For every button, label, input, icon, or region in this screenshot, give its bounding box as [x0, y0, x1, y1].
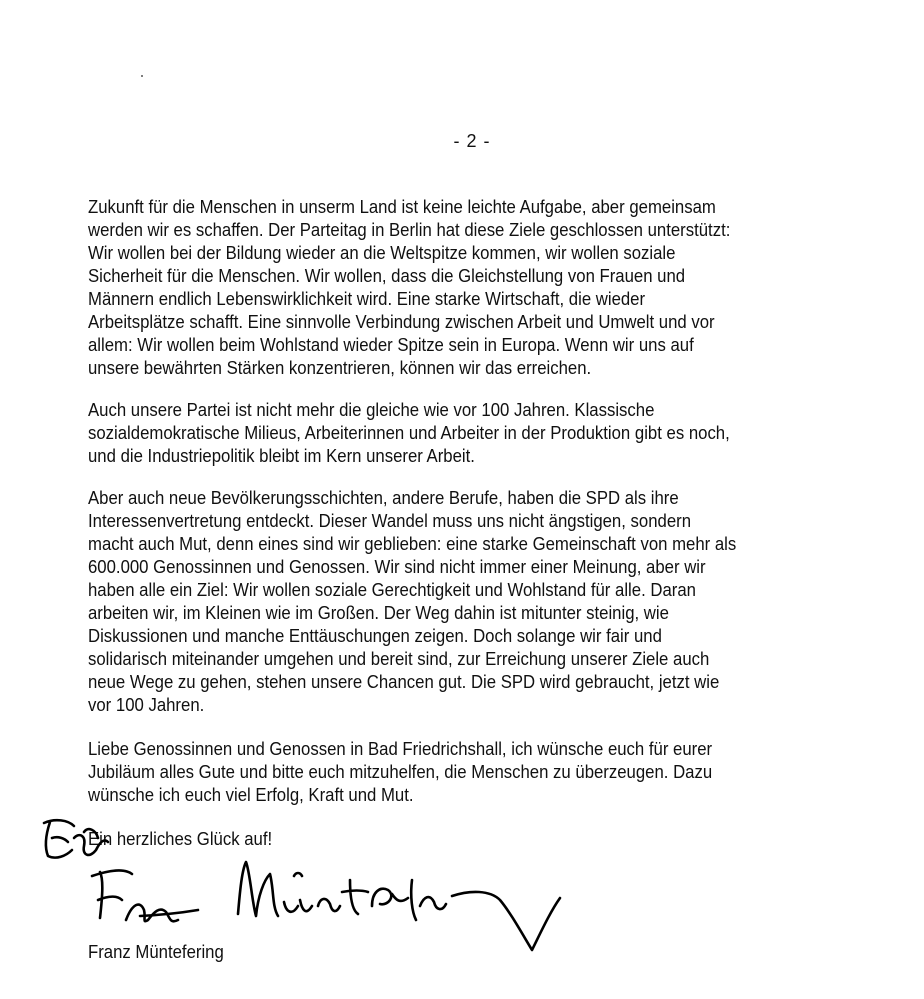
page-number: - 2 - — [453, 131, 491, 151]
closing-text: Ein herzliches Glück auf! — [88, 829, 273, 849]
text-line: solidarisch miteinander umgehen und bereit sind, zur Erreichung unserer Ziele auch — [88, 649, 710, 669]
text-line: Zukunft für die Menschen in unserm Land ist keine leichte Aufgabe, aber gemeinsam — [88, 197, 716, 217]
paragraph-4 — [88, 738, 888, 807]
signer-name — [88, 941, 236, 964]
text-line: Wir wollen bei der Bildung wieder an die Weltspitze kommen, wir wollen soziale — [88, 243, 676, 263]
text-line: sozialdemokratische Milieus, Arbeiterinnen und Arbeiter in der Produktion gibt es noch, — [88, 423, 730, 443]
text-line: Auch unsere Partei ist nicht mehr die gleiche wie vor 100 Jahren. Klassische — [88, 400, 655, 420]
closing-line — [88, 828, 288, 851]
paragraph-3 — [88, 487, 888, 717]
text-line: neue Wege zu gehen, stehen unsere Chancen gut. Die SPD wird gebraucht, jetzt wie — [88, 672, 720, 692]
paragraph-1 — [88, 196, 888, 380]
text-line: unsere bewährten Stärken konzentrieren, können wir das erreichen. — [88, 358, 592, 378]
text-line: allem: Wir wollen beim Wohlstand wieder Spitze sein in Europa. Wenn wir uns auf — [88, 335, 694, 355]
text-line: Aber auch neue Bevölkerungsschichten, andere Berufe, haben die SPD als ihre — [88, 488, 679, 508]
text-line: 600.000 Genossinnen und Genossen. Wir sind nicht immer einer Meinung, aber wir — [88, 557, 706, 577]
text-line: Jubiläum alles Gute und bitte euch mitzuhelfen, die Menschen zu überzeugen. Dazu — [88, 762, 713, 782]
paragraph-2 — [88, 399, 888, 468]
text-line: Liebe Genossinnen und Genossen in Bad Friedrichshall, ich wünsche euch für eurer — [88, 739, 713, 759]
text-line: Diskussionen und manche Enttäuschungen zeigen. Doch solange wir fair und — [88, 626, 662, 646]
text-line: und die Industriepolitik bleibt im Kern unserer Arbeit. — [88, 446, 475, 466]
text-line: macht auch Mut, denn eines sind wir geblieben: eine starke Gemeinschaft von mehr als — [88, 534, 737, 554]
text-line: Interessenvertretung entdeckt. Dieser Wandel muss uns nicht ängstigen, sondern — [88, 511, 692, 531]
scan-speck — [141, 75, 143, 77]
signer-name-text: Franz Müntefering — [88, 942, 224, 962]
text-line: Arbeitsplätze schafft. Eine sinnvolle Verbindung zwischen Arbeit und Umwelt und vor — [88, 312, 715, 332]
text-line: arbeiten wir, im Kleinen wie im Großen. Der Weg dahin ist mitunter steinig, wie — [88, 603, 669, 623]
text-line: Männern endlich Lebenswirklichkeit wird. Eine starke Wirtschaft, die wieder — [88, 289, 646, 309]
text-line: wünsche ich euch viel Erfolg, Kraft und Mut. — [88, 785, 414, 805]
text-line: werden wir es schaffen. Der Parteitag in Berlin hat diese Ziele geschlossen unterstützt: — [88, 220, 731, 240]
text-line: haben alle ein Ziel: Wir wollen soziale Gerechtigkeit und Wohlstand für alle. Daran — [88, 580, 696, 600]
text-line: vor 100 Jahren. — [88, 695, 205, 715]
text-line: Sicherheit für die Menschen. Wir wollen, dass die Gleichstellung von Frauen und — [88, 266, 686, 286]
